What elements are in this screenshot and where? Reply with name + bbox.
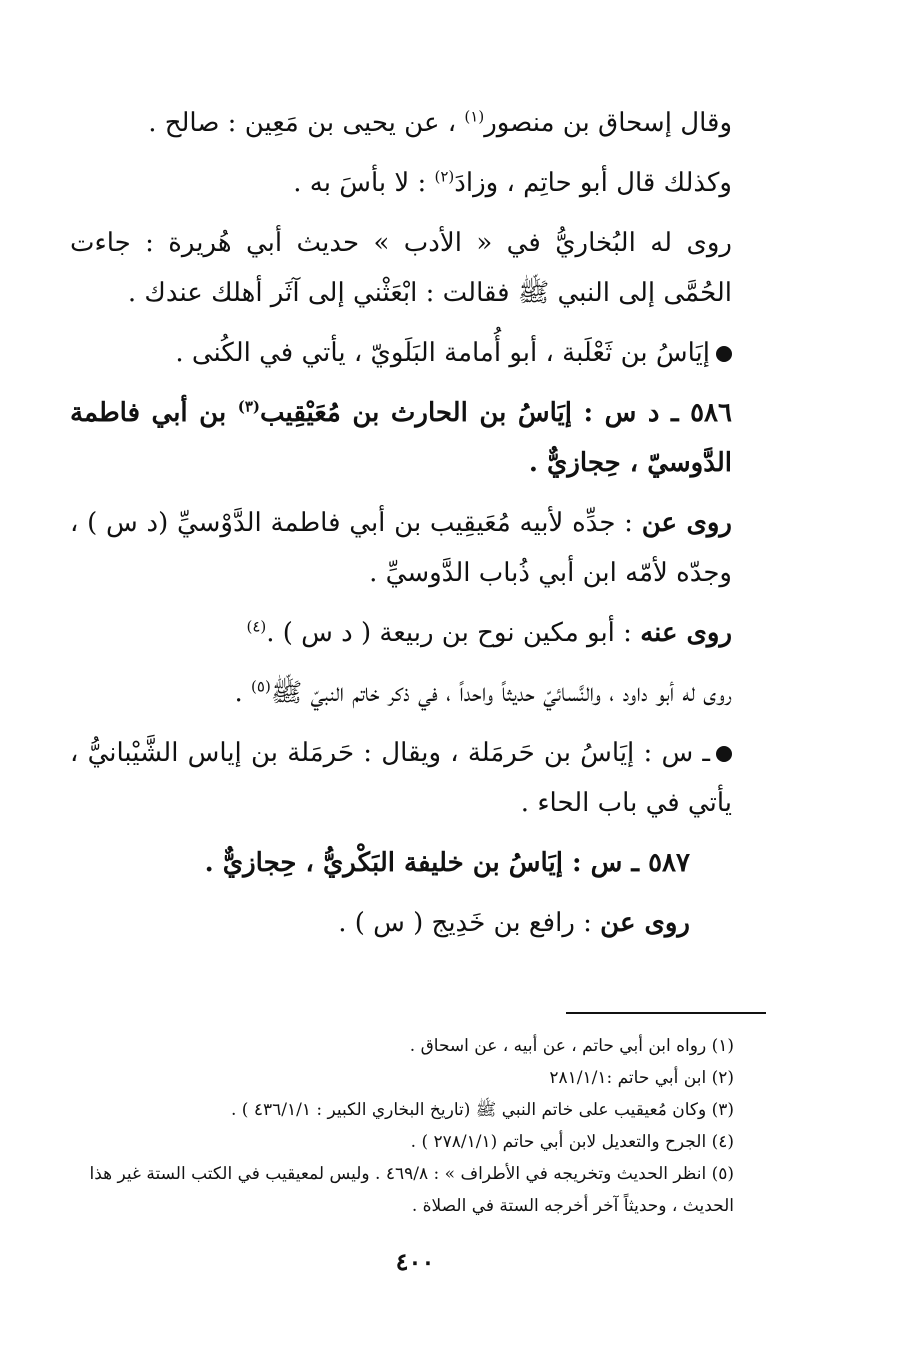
text: روى له أبو داود ، والنَّسائيّ حديثاً واحداً ، في ذكر خاتم النبيّ ﷺ [270,678,732,708]
text: إيَاسُ بن ثَعْلَبة ، أبو أُمامة البَلَويّ ، يأتي في الكُنى . [175,338,710,368]
text: روى له البُخاريُّ في « الأدب » حديث أبي هُريرة : جاءت الحُمَّى إلى النبي ﷺ فقالت : ابْعَثْني إلى آثَر أهلك عندك . [70,228,732,308]
label-rawa-an: روى عن [600,908,690,938]
footnote-marker: (١) [464,107,485,126]
text: وقال إسحاق بن منصور [484,108,732,138]
text: وكذلك قال أبو حاتِم ، وزادَ [454,168,732,198]
paragraph-iyas-thalaba [70,328,770,378]
main-text [70,98,770,958]
footnotes [70,1030,770,1222]
text: ٥٨٧ ـ س : إيَاسُ بن خليفة البَكْريُّ ، حِجازيٌّ . [204,848,690,878]
footnote-marker: (٣) [237,397,261,416]
text: : رافع بن خَدِيج ( س ) . [338,908,601,938]
text: بن أبي فاطمة الدَّوسيّ ، حِجازيٌّ . [70,398,732,478]
text: . [234,678,252,708]
paragraph-rawa-an-587 [70,898,770,948]
text: : أبو مكين نوح بن ربيعة ( د س ) . [266,618,641,648]
paragraph-abu-hatim [70,158,770,208]
text: : لا بأسَ به . [293,168,435,198]
footnote-separator [566,1012,766,1014]
paragraph-rawa-an-586 [70,498,770,598]
label-rawa-anhu: روى عنه [640,618,732,648]
footnote-1: (١) رواه ابن أبي حاتم ، عن أبيه ، عن اسحاق . [409,1036,734,1056]
text: ، عن يحيى بن مَعِين : صالح . [148,108,465,138]
footnote-2: (٢) ابن أبي حاتم :٢٨١/١/١ [549,1068,734,1088]
text: ٥٨٦ ـ د س : إيَاسُ بن الحارث بن مُعَيْقِيب [260,398,732,428]
bullet-icon [716,746,732,762]
paragraph-bukhari-adab [70,218,770,318]
footnote-5: (٥) انظر الحديث وتخريجه في الأطراف » : ٤٦٩/٨ . وليس لمعيقيب في الكتب الستة غير هذا الحديث ، وحديثاً آخر أخرجه الستة في الصلاة . [89,1164,734,1216]
paragraph-abu-dawud [70,668,770,718]
footnote-marker: (٢) [434,167,455,186]
footnote-marker: (٤) [246,617,267,636]
paragraph-iyas-harmala [70,728,770,828]
bullet-icon [716,346,732,362]
footnote-marker: (٥) [251,677,271,696]
label-rawa-an: روى عن [641,508,732,538]
footnote-4: (٤) الجرح والتعديل لابن أبي حاتم (٢٧٨/١/١ ) . [410,1132,734,1152]
paragraph-ishaq-statement [70,98,770,148]
text: ـ س : إيَاسُ بن حَرمَلة ، ويقال : حَرمَلة بن إياس الشَّيْبانيُّ ، يأتي في باب الحاء . [70,738,732,818]
footnote-3: (٣) وكان مُعيقيب على خاتم النبي ﷺ (تاريخ البخاري الكبير : ٤٣٦/١/١ ) . [231,1100,734,1120]
entry-587-heading [70,838,770,888]
text: : جدِّه لأبيه مُعَيقِيب بن أبي فاطمة الدَّوْسيِّ (د س ) ، وجدّه لأمّه ابن أبي ذُباب الدَّوسيِّ . [70,508,732,588]
paragraph-rawa-anhu-586 [70,608,770,658]
entry-586-heading [70,388,770,488]
page-number: ٤٠٠ [395,1247,435,1276]
